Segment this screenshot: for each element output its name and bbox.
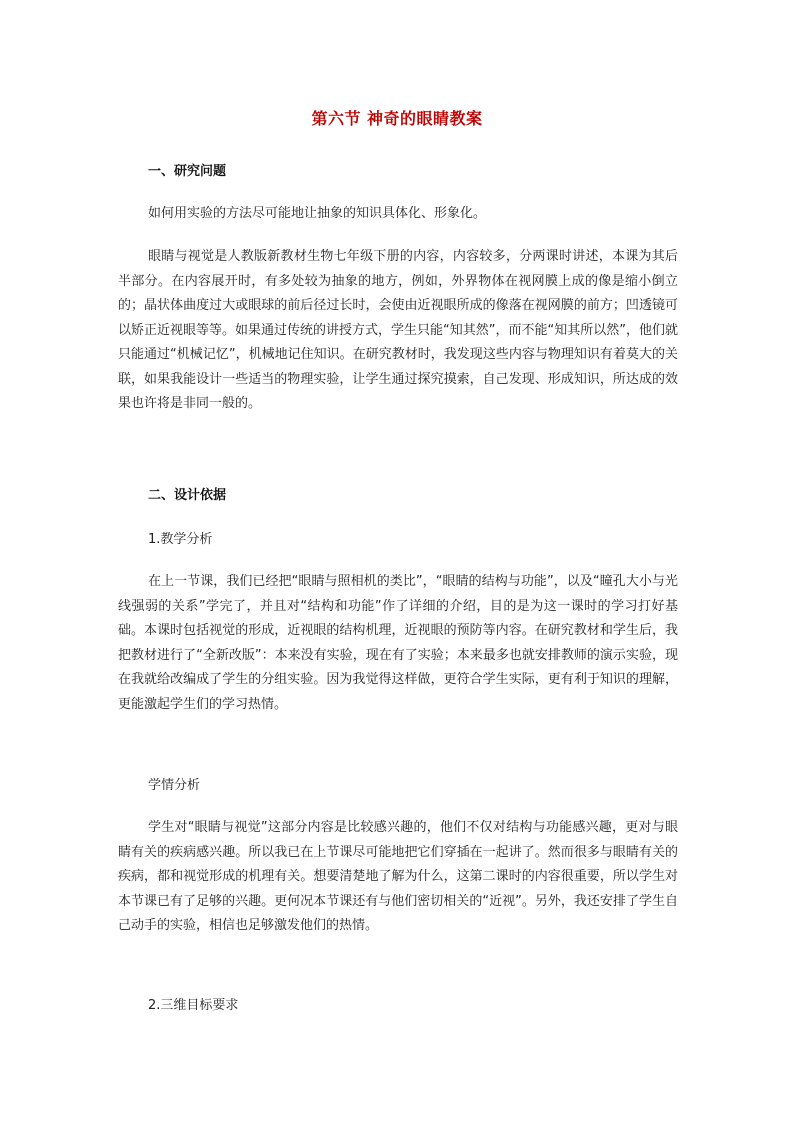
subheading-three-dimensional-goals: 2.三维目标要求 bbox=[148, 998, 239, 1013]
section-heading-research-question: 一、研究问题 bbox=[148, 164, 227, 179]
paragraph-background: 眼睛与视觉是人教版新教材生物七年级下册的内容，内容较多，分两课时讲述，本课为其后半部分。在内容展开时，有多处较为抽象的地方，例如，外界物体在视网膜上成的像是缩小倒立的；晶状体曲度过大或眼球的前后径过长时，会使由近视眼所成的像落在视网膜的前方；凹透镜可以矫正近视眼等等。如果通过传统的讲授方式，学生只能“知其然”，而不能“知其所以然”，他们就只能通过“机械记忆”，机械地记住知识。在研究教材时，我发现这些内容与物理知识有着莫大的关联，如果我能设计一些适当的物理实验，让学生通过探究摸索，自己发现、形成知识，所达成的效果也许将是非同一般的。 bbox=[118, 249, 678, 411]
paragraph-teaching-analysis: 在上一节课，我们已经把“眼睛与照相机的类比”，“眼睛的结构与功能”，以及“瞳孔大小与光线强弱的关系”学完了，并且对“结构和功能”作了详细的介绍，目的是为这一课时的学习打好基础。本课时包括视觉的形成，近视眼的结构机理，近视眼的预防等内容。在研究教材和学生后，我把教材进行了“全新改版”：本来没有实验，现在有了实验；本来最多也就安排教师的演示实验，现在我就给改编成了学生的分组实验。因为我觉得这样做，更符合学生实际，更有利于知识的理解，更能激起学生们的学习热情。 bbox=[118, 574, 678, 712]
subheading-teaching-analysis: 1.教学分析 bbox=[148, 532, 213, 547]
document-title: 第六节 神奇的眼睛教案 bbox=[311, 109, 483, 128]
research-question-text: 如何用实验的方法尽可能地让抽象的知识具体化、形象化。 bbox=[148, 206, 487, 221]
section-heading-design-basis: 二、设计依据 bbox=[148, 488, 227, 503]
paragraph-student-analysis: 学生对“眼睛与视觉”这部分内容是比较感兴趣的，他们不仅对结构与功能感兴趣，更对与眼睛有关的疾病感兴趣。所以我已在上节课尽可能地把它们穿插在一起讲了。然而很多与眼睛有关的疾病，都和视觉形成的机理有关。想要清楚地了解为什么，这第二课时的内容很重要，所以学生对本节课已有了足够的兴趣。更何况本节课还有与他们密切相关的“近视”。另外，我还安排了学生自己动手的实验，相信也足够激发他们的热情。 bbox=[118, 820, 678, 933]
subheading-student-analysis: 学情分析 bbox=[148, 778, 201, 793]
